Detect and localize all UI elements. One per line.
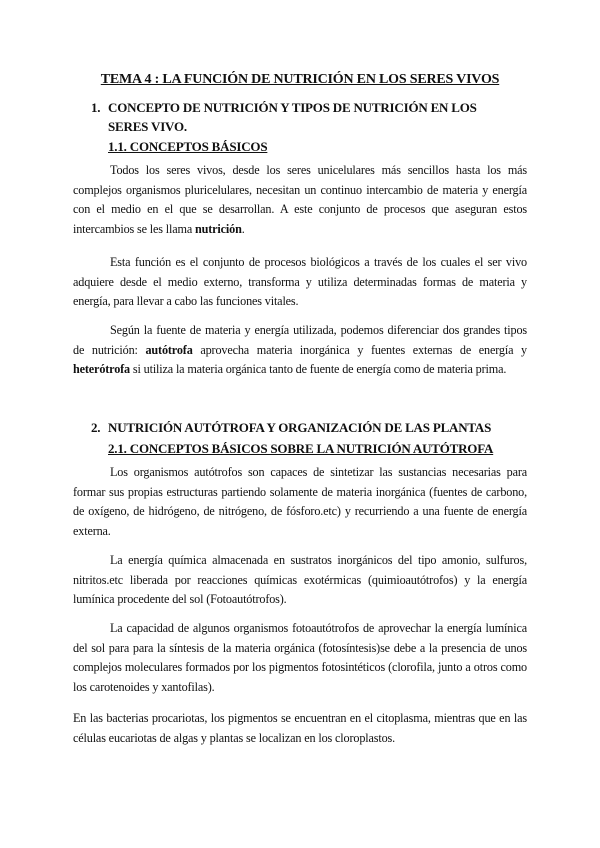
- paragraph-5: La energía química almacenada en sustratos inorgánicos del tipo amonio, sulfuros, nitritos.etc liberada por reacciones químicas exotérmicas (quimioautótrofos) y la energía lumínica procedente del sol (Fotoautótrofos).: [73, 553, 527, 606]
- section-2-heading: [91, 418, 521, 438]
- paragraph-1-end: .: [241, 221, 245, 236]
- section-1-number: 1.: [91, 100, 101, 115]
- paragraph-1-term: nutrición: [195, 221, 242, 236]
- section-1-title: CONCEPTO DE NUTRICIÓN Y TIPOS DE NUTRICIÓN EN LOS SERES VIVO.: [108, 100, 477, 134]
- section-2-title: NUTRICIÓN AUTÓTROFA Y ORGANIZACIÓN DE LAS PLANTAS: [108, 420, 492, 435]
- paragraph-3-c: si utiliza la materia orgánica tanto de fuente de energía como de materia prima.: [130, 362, 507, 376]
- section-2-number: 2.: [91, 420, 101, 435]
- subsection-2-1-heading: 2.1. CONCEPTOS BÁSICOS SOBRE LA NUTRICIÓN AUTÓTROFA: [108, 441, 494, 456]
- paragraph-3-term-2: heterótrofa: [73, 362, 131, 376]
- paragraph-2: Esta función es el conjunto de procesos biológicos a través de los cuales el ser vivo adquiere desde el medio externo, transforma y utiliza determinadas formas de materia y energía, para llevar a cabo las funciones vitales.: [73, 255, 527, 308]
- paragraph-1-text: Todos los seres vivos, desde los seres unicelulares más sencillos hasta los más complejos organismos pluricelulares, necesitan un continuo intercambio de materia y energía con el medio en el que se desarrollan. A este conjunto de procesos que aseguran estos intercambios se les llama: [73, 163, 527, 236]
- paragraph-3-b: aprovecha materia inorgánica y fuentes externas de energía y: [192, 342, 527, 357]
- subsection-1-1-heading: 1.1. CONCEPTOS BÁSICOS: [108, 139, 268, 154]
- paragraph-4: Los organismos autótrofos son capaces de sintetizar las sustancias necesarias para formar sus propias estructuras partiendo solamente de materia inorgánica (fuentes de carbono, de oxígeno, de hidrógeno, de nitrógeno, de fósforo.etc) y recurriendo a una fuente de energía externa.: [73, 465, 527, 538]
- page-title: TEMA 4 : LA FUNCIÓN DE NUTRICIÓN EN LOS SERES VIVOS: [100, 72, 500, 87]
- paragraph-3-a: Según la fuente de materia y energía utilizada, podemos diferenciar dos grandes tipos de nutrición:: [73, 323, 527, 357]
- paragraph-3: [73, 321, 527, 380]
- paragraph-1: [73, 161, 527, 239]
- paragraph-6: La capacidad de algunos organismos fotoautótrofos de aprovechar la energía lumínica del sol para para la síntesis de la materia orgánica (fotosíntesis)se debe a la presencia de unos complejos moleculares formados por los pigmentos fotosintéticos (clorofila, junto a otros como los carotenoides y xantofilas).: [73, 621, 527, 694]
- paragraph-3-term-1: autótrofa: [145, 342, 193, 357]
- paragraph-7: En las bacterias procariotas, los pigmentos se encuentran en el citoplasma, mientras que en las células eucariotas de algas y plantas se localizan en los cloroplastos.: [73, 711, 527, 745]
- section-1-heading: [91, 98, 521, 138]
